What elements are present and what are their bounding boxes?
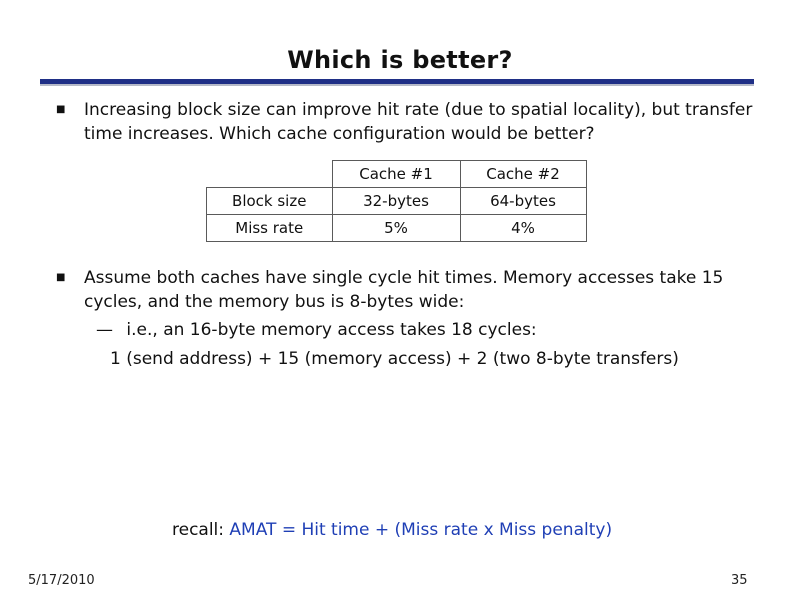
slide-title: Which is better? [287,46,513,74]
footer-date: 5/17/2010 [28,573,95,588]
sub-bullet-line [96,318,537,342]
amat-formula: AMAT = Hit time + (Miss rate x Miss penalty) [229,520,613,540]
cell-cache1-miss-rate: 5% [332,215,460,242]
table-header-row [207,161,587,188]
sub-bullet-text: i.e., an 16-byte memory access takes 18 cycles: [126,320,537,340]
row-label-miss-rate: Miss rate [207,215,333,242]
recall-label: recall: [172,520,225,540]
bullet-assumptions: Assume both caches have single cycle hit times. Memory accesses take 15 cycles, and the memory bus is 8-bytes wide: [84,268,724,312]
header-cache-2: Cache #2 [460,161,586,188]
bullet-block-size: Increasing block size can improve hit rate (due to spatial locality), but transfer time increases. Which cache configuration would be better? [84,100,753,144]
recall-line [172,520,612,540]
square-bullet-icon: ■ [56,104,66,115]
title-divider [40,79,754,86]
header-cache-1: Cache #1 [332,161,460,188]
dash-bullet-icon: — [96,320,113,340]
square-bullet-icon: ■ [56,272,66,283]
cell-cache2-miss-rate: 4% [460,215,586,242]
table-row [207,188,587,215]
table-corner-cell [207,161,333,188]
cache-comparison-table [206,160,587,242]
row-label-block-size: Block size [207,188,333,215]
cycle-calculation: 1 (send address) + 15 (memory access) + 2 (two 8-byte transfers) [110,349,679,369]
table-row [207,215,587,242]
cell-cache2-block-size: 64-bytes [460,188,586,215]
page-number: 35 [731,573,748,588]
cell-cache1-block-size: 32-bytes [332,188,460,215]
